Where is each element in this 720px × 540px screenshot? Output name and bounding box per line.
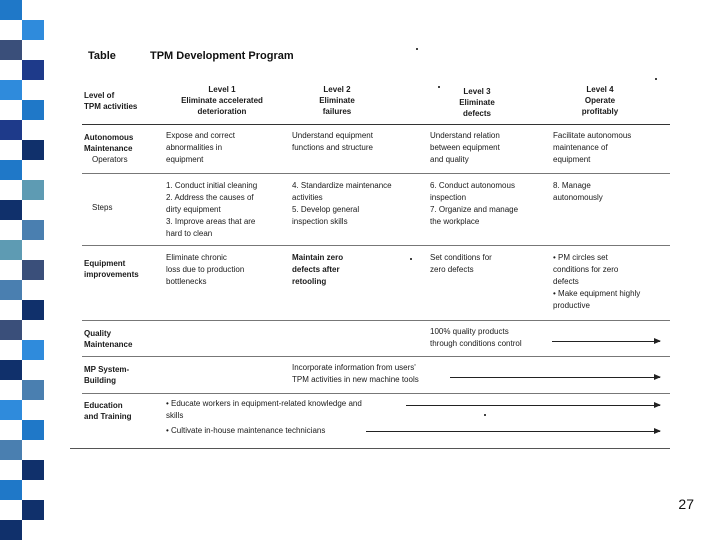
steps-level-3: 6. Conduct autonomous inspection 7. Organize and manage the workplace	[430, 181, 519, 226]
autonomous-level-3: Understand relation between equipment and quality	[430, 131, 500, 164]
autonomous-level-4: Facilitate autonomous maintenance of equipment	[553, 131, 632, 164]
strip-square	[22, 20, 44, 40]
strip-square	[0, 440, 22, 460]
scan-speck	[484, 414, 486, 416]
autonomous-level-2: Understand equipment functions and structure	[292, 131, 373, 152]
table-bottom-line	[70, 448, 670, 449]
quality-arrow	[552, 341, 660, 342]
equipment-level-1: Eliminate chronic loss due to production bottlenecks	[166, 253, 245, 286]
strip-square	[0, 200, 22, 220]
strip-square	[22, 300, 44, 320]
strip-square	[22, 420, 44, 440]
row-divider	[82, 173, 670, 174]
level-4-header: Level 4 Operate profitably	[581, 85, 619, 116]
steps-level-4: 8. Manage autonomously	[553, 181, 603, 202]
level-2-header: Level 2 Eliminate failures	[319, 85, 355, 116]
strip-square	[0, 480, 22, 500]
decorative-left-strip	[0, 0, 44, 540]
quality-text: 100% quality products through conditions control	[430, 327, 522, 348]
equipment-level-2: Maintain zero defects after retooling	[292, 253, 344, 286]
scan-speck	[655, 78, 657, 80]
row-label-steps: Steps	[92, 203, 113, 212]
row-divider	[82, 320, 670, 321]
education-item-1: • Educate workers in equipment-related knowledge and skills	[166, 399, 362, 420]
strip-square	[22, 140, 44, 160]
strip-square	[22, 100, 44, 120]
education-arrow-1	[406, 405, 660, 406]
strip-square	[22, 500, 44, 520]
scan-speck	[410, 258, 412, 260]
strip-square	[0, 120, 22, 140]
row-divider	[82, 356, 670, 357]
education-item-2: • Cultivate in-house maintenance technicians	[166, 426, 326, 435]
row-label-equipment: Equipment improvements	[84, 259, 139, 279]
row-label-mp: MP System- Building	[84, 365, 130, 385]
corner-header: Level of TPM activities	[84, 91, 138, 111]
strip-square	[0, 80, 22, 100]
strip-square	[0, 280, 22, 300]
strip-square	[22, 180, 44, 200]
strip-square	[22, 60, 44, 80]
autonomous-level-1: Expose and correct abnormalities in equipment	[166, 131, 235, 164]
scan-speck	[438, 86, 440, 88]
row-label-autonomous: Autonomous Maintenance Operators	[84, 133, 134, 164]
strip-square	[22, 220, 44, 240]
level-3-header: Level 3 Eliminate defects	[459, 87, 495, 118]
education-arrow-2	[366, 431, 660, 432]
steps-level-1: 1. Conduct initial cleaning 2. Address the causes of dirty equipment 3. Improve areas that are hard to clean	[166, 181, 258, 238]
scan-speck	[416, 48, 418, 50]
strip-square	[0, 40, 22, 60]
row-label-quality: Quality Maintenance	[84, 329, 133, 349]
level-1-header: Level 1 Eliminate accelerated deterioration	[181, 85, 263, 116]
row-divider	[82, 245, 670, 246]
tpm-table-scan	[70, 38, 670, 458]
page-number: 27	[678, 496, 694, 512]
strip-square	[22, 380, 44, 400]
strip-square	[0, 520, 22, 540]
mp-text: Incorporate information from users' TPM activities in new machine tools	[292, 363, 419, 384]
strip-square	[0, 160, 22, 180]
row-divider	[82, 393, 670, 394]
table-title: TPM Development Program	[150, 50, 294, 62]
steps-level-2: 4. Standardize maintenance activities 5. Develop general inspection skills	[292, 181, 392, 226]
mp-arrow	[450, 377, 660, 378]
header-divider	[82, 124, 670, 125]
row-label-education: Education and Training	[84, 401, 132, 421]
strip-square	[0, 320, 22, 340]
strip-square	[22, 260, 44, 280]
strip-square	[0, 400, 22, 420]
strip-square	[22, 340, 44, 360]
equipment-level-3: Set conditions for zero defects	[430, 253, 492, 274]
equipment-level-4: • PM circles set conditions for zero defects • Make equipment highly productive	[553, 253, 641, 310]
strip-square	[22, 460, 44, 480]
strip-square	[0, 0, 22, 20]
table-label: Table	[88, 50, 116, 62]
strip-square	[0, 240, 22, 260]
strip-square	[0, 360, 22, 380]
